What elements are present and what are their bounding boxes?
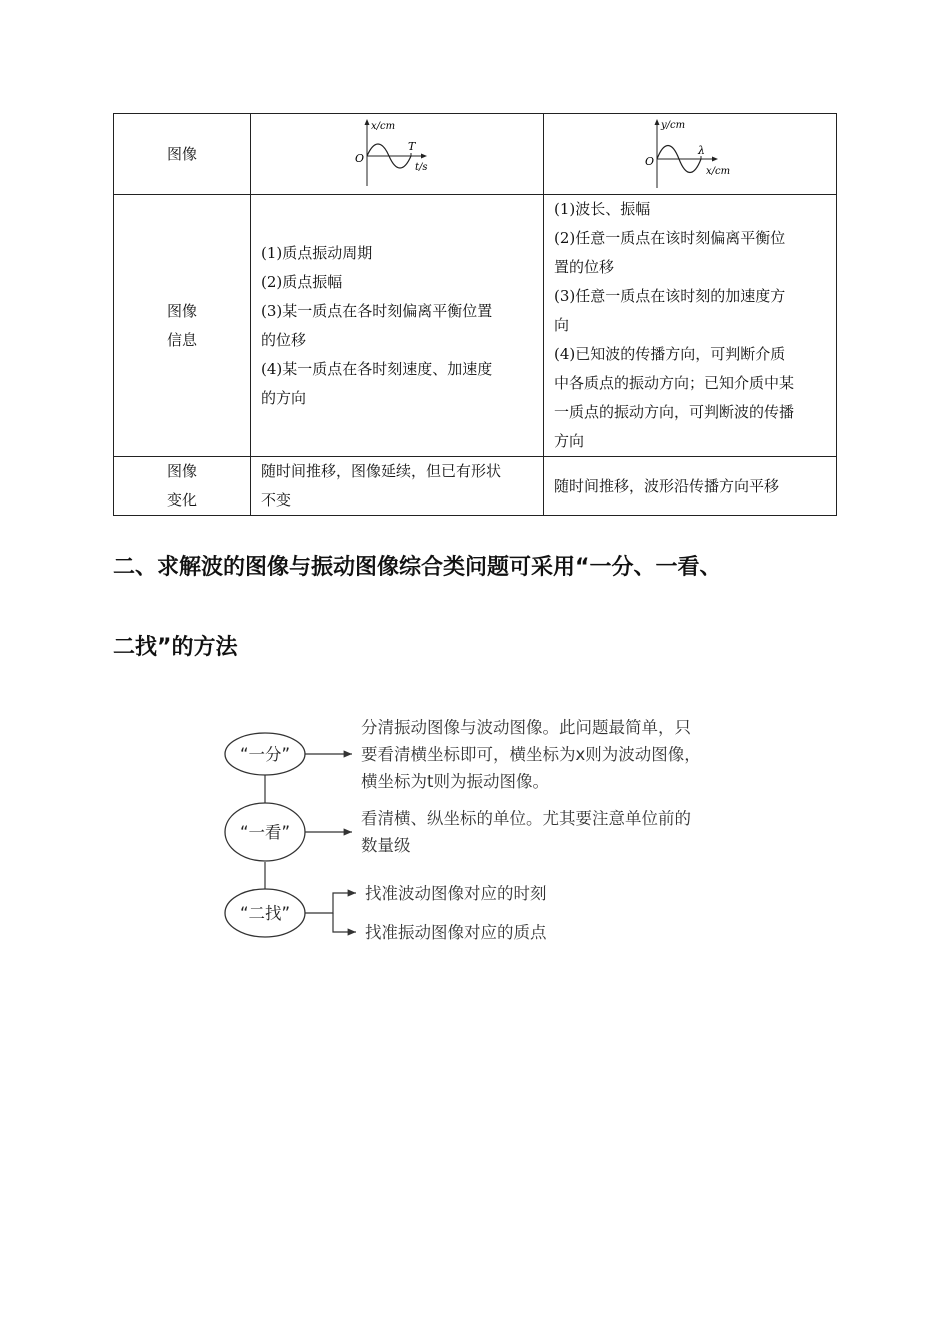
- label-change: [114, 457, 251, 516]
- heading-line: 二、求解波的图像与振动图像综合类问题可采用“一分、一看、: [113, 555, 722, 580]
- label-line: 图像: [166, 301, 197, 320]
- text-line: 不变: [261, 491, 292, 509]
- step1-line: 横坐标为t则为振动图像。: [361, 772, 549, 791]
- text-line: (1)波长、振幅: [554, 200, 651, 218]
- step1-line: 要看清横坐标即可，横坐标为x则为波动图像，: [361, 745, 701, 764]
- label-line: 图像: [166, 462, 197, 480]
- oval-step1-label: “一分”: [239, 745, 291, 764]
- vib-y-label: x/cm: [371, 121, 396, 132]
- wave-graph-cell: [544, 114, 837, 195]
- label-image: 图像: [114, 114, 251, 195]
- text-line: (3)任意一质点在该时刻的加速度方: [554, 287, 786, 305]
- label-line: 变化: [166, 491, 197, 509]
- vib-period-label: T: [408, 140, 416, 153]
- text-line: 置的位移: [554, 258, 615, 276]
- text-line: (2)质点振幅: [261, 272, 343, 291]
- arrow-step3-branch1: [305, 893, 356, 913]
- step2-line: 看清横、纵坐标的单位。尤其要注意单位前的: [361, 809, 691, 828]
- row-info: [114, 195, 837, 457]
- oval-step3-label: “二找”: [239, 904, 291, 923]
- section-heading: [113, 528, 843, 688]
- wave-change: [544, 457, 837, 516]
- step3-branch: 找准振动图像对应的质点: [365, 923, 547, 942]
- step1-line: 分清振动图像与波动图像。此问题最简单，只: [361, 718, 691, 737]
- vib-y-arrow: [365, 119, 370, 125]
- wave-origin: O: [645, 155, 655, 168]
- text-line: 中各质点的振动方向；已知介质中某: [554, 374, 795, 392]
- text-line: 的方向: [261, 388, 307, 407]
- wave-graph: [635, 116, 745, 192]
- vibration-change: [251, 457, 544, 516]
- arrow-step3-branch2: [333, 913, 356, 932]
- text-line: (1)质点振动周期: [261, 243, 373, 262]
- comparison-table: [113, 113, 837, 516]
- method-flowchart: [220, 705, 780, 955]
- step3-branch: 找准波动图像对应的时刻: [365, 884, 547, 903]
- text-line: 一质点的振动方向，可判断波的传播: [554, 403, 795, 421]
- vib-x-label: t/s: [415, 162, 428, 173]
- label-line: 信息: [166, 330, 197, 349]
- vib-x-arrow: [421, 154, 427, 159]
- text-line: (3)某一质点在各时刻偏离平衡位置: [261, 301, 493, 320]
- wave-lambda-label: λ: [698, 144, 705, 157]
- wave-y-label: y/cm: [661, 120, 686, 131]
- vib-origin: O: [355, 152, 365, 165]
- row-image: [114, 114, 837, 195]
- text-line: 的位移: [261, 330, 307, 349]
- text-line: (4)某一质点在各时刻速度、加速度: [261, 359, 493, 378]
- text-line: 向: [554, 316, 570, 334]
- heading-line: 二找”的方法: [113, 635, 238, 660]
- vibration-graph-cell: [251, 114, 544, 195]
- text-line: 方向: [554, 432, 585, 450]
- wave-x-arrow: [712, 157, 718, 162]
- wave-x-label: x/cm: [706, 166, 731, 177]
- step2-line: 数量级: [361, 836, 411, 855]
- vibration-info: [251, 195, 544, 457]
- wave-info: [544, 195, 837, 457]
- text-line: 随时间推移，图像延续，但已有形状: [261, 462, 502, 480]
- text-line: 随时间推移，波形沿传播方向平移: [554, 476, 780, 495]
- wave-y-arrow: [655, 119, 660, 125]
- label-info: [114, 195, 251, 457]
- row-change: [114, 457, 837, 516]
- text-line: (2)任意一质点在该时刻偏离平衡位: [554, 229, 786, 247]
- text-line: (4)已知波的传播方向，可判断介质: [554, 345, 786, 363]
- oval-step2-label: “一看”: [239, 823, 291, 842]
- vibration-graph: [342, 116, 452, 192]
